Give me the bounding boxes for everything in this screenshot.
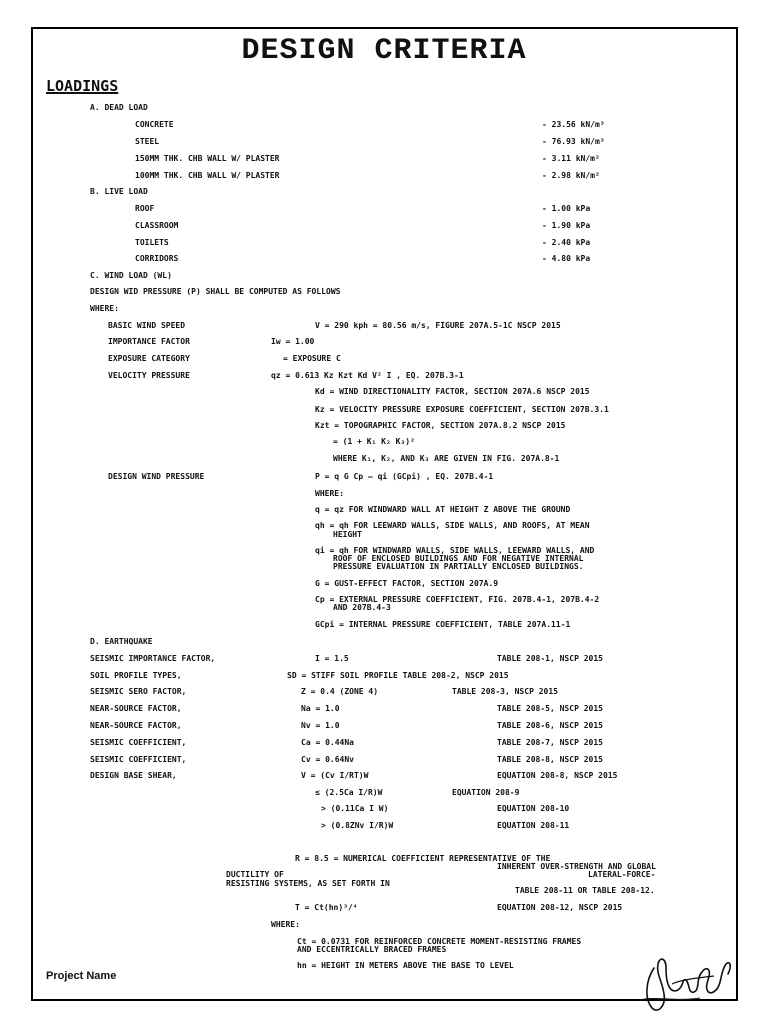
text-line: A. DEAD LOAD [90, 103, 148, 112]
text-line: - 76.93 kN/m³ [542, 137, 605, 146]
text-line: Z = 0.4 (ZONE 4) [301, 687, 379, 696]
text-line: q = qz FOR WINDWARD WALL AT HEIGHT Z ABOVE THE GROUND [315, 505, 571, 514]
text-line: WHERE: [90, 304, 119, 313]
text-line: SEISMIC IMPORTANCE FACTOR, [90, 654, 216, 663]
text-line: Ca = 0.44Na [301, 738, 354, 747]
text-line: Kd = WIND DIRECTIONALITY FACTOR, SECTION 207A.6 NSCP 2015 [315, 387, 590, 396]
text-line: STEEL [135, 137, 160, 146]
text-line: G = GUST-EFFECT FACTOR, SECTION 207A.9 [315, 579, 499, 588]
text-line: Kz = VELOCITY PRESSURE EXPOSURE COEFFICIENT, SECTION 207B.3.1 [315, 405, 609, 414]
text-line: EQUATION 208-10 [497, 804, 570, 813]
text-line: TABLE 208-1, NSCP 2015 [497, 654, 603, 663]
text-line: 150MM THK. CHB WALL W/ PLASTER [135, 154, 280, 163]
text-line: TOILETS [135, 238, 169, 247]
text-line: - 1.90 kPa [542, 221, 591, 230]
text-line: SEISMIC COEFFICIENT, [90, 755, 187, 764]
text-line: T = Ct(hn)³/⁴ [295, 903, 358, 912]
text-line: D. EARTHQUAKE [90, 637, 153, 646]
text-line: Na = 1.0 [301, 704, 340, 713]
text-line: ROOF OF ENCLOSED BUILDINGS AND FOR NEGATIVE INTERNAL [333, 554, 584, 563]
text-line: SEISMIC COEFFICIENT, [90, 738, 187, 747]
text-line: R = 8.5 = NUMERICAL COEFFICIENT REPRESENTATIVE OF THE [295, 854, 551, 863]
text-line: TABLE 208-11 OR TABLE 208-12. [515, 886, 655, 895]
text-line: C. WIND LOAD (WL) [90, 271, 172, 280]
text-line: LATERAL-FORCE- [588, 870, 656, 879]
text-line: qz = 0.613 Kz Kzt Kd V² I , EQ. 207B.3-1 [271, 371, 464, 380]
text-line: RESISTING SYSTEMS, AS SET FORTH IN [226, 879, 390, 888]
text-line: EQUATION 208-8, NSCP 2015 [497, 771, 618, 780]
text-line: WHERE K₁, K₂, AND K₃ ARE GIVEN IN FIG. 207A.8-1 [333, 454, 560, 463]
text-line: TABLE 208-3, NSCP 2015 [452, 687, 558, 696]
text-line: B. LIVE LOAD [90, 187, 148, 196]
text-line: EQUATION 208-12, NSCP 2015 [497, 903, 623, 912]
text-line: TABLE 208-7, NSCP 2015 [497, 738, 603, 747]
text-line: TABLE 208-8, NSCP 2015 [497, 755, 603, 764]
text-line: HEIGHT [333, 530, 362, 539]
text-line: WHERE: [315, 489, 344, 498]
text-line: NEAR-SOURCE FACTOR, [90, 704, 182, 713]
text-line: P = q G Cp – qi (GCpi) , EQ. 207B.4-1 [315, 472, 494, 481]
text-line: Cp = EXTERNAL PRESSURE COEFFICIENT, FIG. 207B.4-1, 207B.4-2 [315, 595, 600, 604]
text-line: V = (Cv I/RT)W [301, 771, 369, 780]
text-line: > (0.8ZNv I/R)W [321, 821, 394, 830]
text-line: - 4.80 kPa [542, 254, 591, 263]
text-line: CLASSROOM [135, 221, 179, 230]
text-line: VELOCITY PRESSURE [108, 371, 190, 380]
text-line: CONCRETE [135, 120, 174, 129]
text-line: PRESSURE EVALUATION IN PARTIALLY ENCLOSED BUILDINGS. [333, 562, 584, 571]
section-heading-loadings: LOADINGS [46, 77, 119, 95]
text-line: qi = qh FOR WINDWARD WALLS, SIDE WALLS, LEEWARD WALLS, AND [315, 546, 595, 555]
text-line: Nv = 1.0 [301, 721, 340, 730]
text-line: INHERENT OVER-STRENGTH AND GLOBAL [497, 862, 656, 871]
text-line: NEAR-SOURCE FACTOR, [90, 721, 182, 730]
text-line: > (0.11Ca I W) [321, 804, 389, 813]
text-line: - 3.11 kN/m² [542, 154, 600, 163]
text-line: AND 207B.4-3 [333, 603, 391, 612]
text-line: SEISMIC SERO FACTOR, [90, 687, 187, 696]
text-line: WHERE: [271, 920, 300, 929]
text-line: Cv = 0.64Nv [301, 755, 354, 764]
text-line: = (1 + K₁ K₂ K₃)² [333, 437, 415, 446]
text-line: EXPOSURE CATEGORY [108, 354, 190, 363]
text-line: = EXPOSURE C [283, 354, 341, 363]
text-line: SD = STIFF SOIL PROFILE TABLE 208-2, NSCP 2015 [287, 671, 509, 680]
text-line: I = 1.5 [315, 654, 349, 663]
text-line: DESIGN BASE SHEAR, [90, 771, 177, 780]
text-line: EQUATION 208-11 [497, 821, 570, 830]
text-line: GCpi = INTERNAL PRESSURE COEFFICIENT, TABLE 207A.11-1 [315, 620, 571, 629]
text-line: ROOF [135, 204, 155, 213]
text-line: - 1.00 kPa [542, 204, 591, 213]
text-line: SOIL PROFILE TYPES, [90, 671, 182, 680]
text-line: TABLE 208-5, NSCP 2015 [497, 704, 603, 713]
text-line: qh = qh FOR LEEWARD WALLS, SIDE WALLS, AND ROOFS, AT MEAN [315, 521, 590, 530]
text-line: - 2.40 kPa [542, 238, 591, 247]
text-line: 100MM THK. CHB WALL W/ PLASTER [135, 171, 280, 180]
text-line: EQUATION 208-9 [452, 788, 520, 797]
page-title: DESIGN CRITERIA [241, 34, 527, 68]
text-line: DESIGN WID PRESSURE (P) SHALL BE COMPUTED AS FOLLOWS [90, 287, 341, 296]
text-line: AND ECCENTRICALLY BRACED FRAMES [297, 945, 447, 954]
text-line: TABLE 208-6, NSCP 2015 [497, 721, 603, 730]
text-line: Ct = 0.0731 FOR REINFORCED CONCRETE MOMENT-RESISTING FRAMES [297, 937, 582, 946]
project-name-label: Project Name [46, 970, 117, 982]
text-line: V = 290 kph = 80.56 m/s, FIGURE 207A.5-1C NSCP 2015 [315, 321, 561, 330]
text-line: BASIC WIND SPEED [108, 321, 186, 330]
text-line: ≤ (2.5Ca I/R)W [315, 788, 383, 797]
text-line: Iw = 1.00 [271, 337, 315, 346]
text-line: Kzt = TOPOGRAPHIC FACTOR, SECTION 207A.8.2 NSCP 2015 [315, 421, 566, 430]
text-line: IMPORTANCE FACTOR [108, 337, 190, 346]
text-line: hn = HEIGHT IN METERS ABOVE THE BASE TO LEVEL [297, 961, 514, 970]
signature [636, 950, 736, 1016]
text-line: DESIGN WIND PRESSURE [108, 472, 205, 481]
text-line: DUCTILITY OF [226, 870, 284, 879]
text-line: CORRIDORS [135, 254, 179, 263]
text-line: - 2.98 kN/m² [542, 171, 600, 180]
text-line: - 23.56 kN/m³ [542, 120, 605, 129]
